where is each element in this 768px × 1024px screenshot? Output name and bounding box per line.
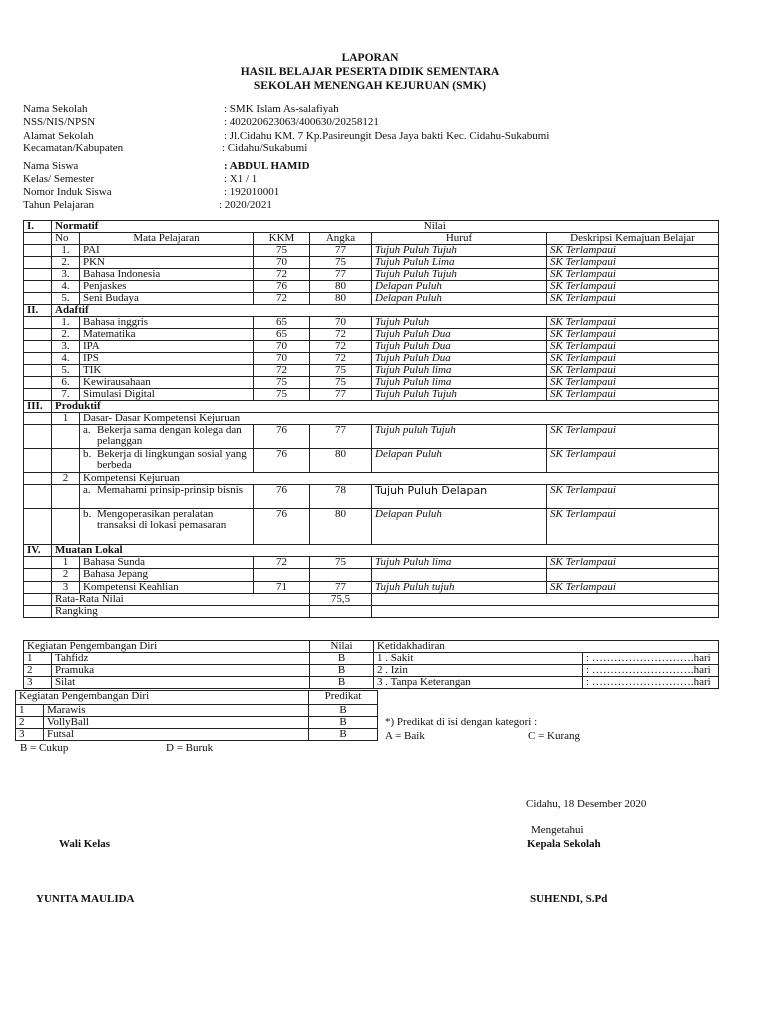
desc-value: SK Terlampaui xyxy=(547,425,719,449)
row-no: 2 xyxy=(52,569,80,582)
section-number: III. xyxy=(24,401,52,413)
subject-name: Seni Budaya xyxy=(80,293,254,305)
row-no: 5. xyxy=(52,293,80,305)
desc-value: SK Terlampaui xyxy=(547,485,719,509)
section-header-row xyxy=(24,401,719,413)
desc-value: SK Terlampaui xyxy=(547,377,719,389)
row-no: 2 xyxy=(52,473,80,485)
huruf-value: Tujuh Puluh Dua xyxy=(372,329,547,341)
subject-name: b. Mengoperasikan peralatan transaksi di lokasi pemasaran xyxy=(80,509,254,545)
table-row xyxy=(24,245,719,257)
activity-name: Futsal xyxy=(44,729,309,741)
student-name: : ABDUL HAMID xyxy=(224,160,310,172)
subject-name: Bahasa Sunda xyxy=(80,557,254,569)
huruf-value: Delapan Puluh xyxy=(372,509,547,545)
angka-value xyxy=(310,569,372,582)
subject-name: IPA xyxy=(80,341,254,353)
desc-value: SK Terlampaui xyxy=(547,449,719,473)
identity-label: Kecamatan/Kabupaten xyxy=(23,142,124,154)
identity-value: : 192010001 xyxy=(224,186,280,198)
huruf-value: Tujuh Puluh lima xyxy=(372,377,547,389)
activity-name: Tahfidz xyxy=(52,653,310,665)
table-row xyxy=(24,317,719,329)
place-date: Cidahu, 18 Desember 2020 xyxy=(526,798,647,810)
row-no: 4. xyxy=(52,281,80,293)
angka-value: 77 xyxy=(310,245,372,257)
activity-nilai: B xyxy=(310,665,374,677)
kepala-sekolah-name: SUHENDI, S.Pd xyxy=(530,893,608,905)
activity-predikat: B xyxy=(309,717,378,729)
row-no: 3. xyxy=(52,341,80,353)
subject-group-name: Dasar- Dasar Kompetensi Kejuruan xyxy=(80,413,719,425)
kkm-value: 70 xyxy=(254,257,310,269)
table-row xyxy=(24,677,719,689)
activity-title: Kegiatan Pengembangan Diri xyxy=(16,691,309,705)
attendance-type: 1 . Sakit xyxy=(374,653,583,665)
activity-name: Marawis xyxy=(44,705,309,717)
identity-label: NSS/NIS/NPSN xyxy=(23,116,96,128)
table-row xyxy=(24,425,719,449)
ranking-label: Rangking xyxy=(52,606,310,618)
angka-value: 75 xyxy=(310,377,372,389)
desc-value: SK Terlampaui xyxy=(547,245,719,257)
attendance-days: : ……………………….hari xyxy=(583,665,719,677)
col-mapel: Mata Pelajaran xyxy=(80,233,254,245)
attendance-days: : ……………………….hari xyxy=(583,653,719,665)
row-no: 2. xyxy=(52,329,80,341)
angka-value: 77 xyxy=(310,269,372,281)
huruf-value: Tujuh Puluh Dua xyxy=(372,353,547,365)
angka-value: 72 xyxy=(310,341,372,353)
identity-value: : 402020623063/400630/20258121 xyxy=(224,116,379,128)
huruf-value: Tujuh Puluh Tujuh xyxy=(372,389,547,401)
angka-value: 80 xyxy=(310,281,372,293)
huruf-value: Tujuh Puluh xyxy=(372,317,547,329)
row-no: 1 xyxy=(16,705,44,717)
row-no: 2 xyxy=(24,665,52,677)
kkm-value xyxy=(254,569,310,582)
row-no: 1. xyxy=(52,245,80,257)
huruf-value: Tujuh Puluh Tujuh xyxy=(372,269,547,281)
col-angka: Angka xyxy=(310,233,372,245)
huruf-value: Delapan Puluh xyxy=(372,293,547,305)
row-no: 3 xyxy=(16,729,44,741)
identity-value: : Jl.Cidahu KM. 7 Kp.Pasireungit Desa Jaya bakti Kec. Cidahu-Sukabumi xyxy=(224,130,550,142)
kkm-value: 76 xyxy=(254,281,310,293)
angka-value: 77 xyxy=(310,389,372,401)
predikat-note: *) Predikat di isi dengan kategori : xyxy=(385,716,538,728)
table-row xyxy=(24,269,719,281)
kepala-sekolah-title: Kepala Sekolah xyxy=(527,838,601,850)
subject-name: PKN xyxy=(80,257,254,269)
table-row xyxy=(24,389,719,401)
table-row xyxy=(24,281,719,293)
table-row xyxy=(24,582,719,594)
row-no: 2. xyxy=(52,257,80,269)
nilai-header: Nilai xyxy=(372,221,719,233)
row-no: 4. xyxy=(52,353,80,365)
subject-name: a. Memahami prinsip-prinsip bisnis xyxy=(80,485,254,509)
kkm-value: 72 xyxy=(254,365,310,377)
attendance-type: 2 . Izin xyxy=(374,665,583,677)
legend-b: B = Cukup xyxy=(20,742,69,754)
identity-label: Tahun Pelajaran xyxy=(23,199,95,211)
section-number: IV. xyxy=(24,545,52,557)
section-title: Muatan Lokal xyxy=(52,545,719,557)
table-row xyxy=(24,365,719,377)
average-row xyxy=(24,594,719,606)
col-huruf: Huruf xyxy=(372,233,547,245)
legend-d: D = Buruk xyxy=(166,742,214,754)
activity-nilai-header: Nilai xyxy=(310,641,374,653)
angka-value: 77 xyxy=(310,582,372,594)
table-row xyxy=(24,449,719,473)
identity-label: Alamat Sekolah xyxy=(23,130,94,142)
section-header-row xyxy=(24,221,719,233)
activity-title: Kegiatan Pengembangan Diri xyxy=(24,641,310,653)
row-no: 1 xyxy=(52,557,80,569)
subject-name: Kompetensi Keahlian xyxy=(80,582,254,594)
desc-value xyxy=(547,569,719,582)
identity-label: Nomor Induk Siswa xyxy=(23,186,112,198)
kkm-value: 65 xyxy=(254,317,310,329)
activity-nilai: B xyxy=(310,677,374,689)
desc-value: SK Terlampaui xyxy=(547,281,719,293)
row-no: 1 xyxy=(52,413,80,425)
row-no: 1. xyxy=(52,317,80,329)
activity-predikat-table xyxy=(15,690,378,741)
table-row xyxy=(24,473,719,485)
col-kkm: KKM xyxy=(254,233,310,245)
identity-label: Nama Sekolah xyxy=(23,103,88,115)
angka-value: 80 xyxy=(310,293,372,305)
legend-a: A = Baik xyxy=(385,730,425,742)
desc-value: SK Terlampaui xyxy=(547,389,719,401)
row-no: 3 xyxy=(24,677,52,689)
table-row xyxy=(24,413,719,425)
kkm-value: 76 xyxy=(254,509,310,545)
table-row xyxy=(24,665,719,677)
desc-value: SK Terlampaui xyxy=(547,582,719,594)
row-no: 6. xyxy=(52,377,80,389)
subject-group-name: Kompetensi Kejuruan xyxy=(80,473,719,485)
subject-name: Kewirausahaan xyxy=(80,377,254,389)
row-no: 5. xyxy=(52,365,80,377)
kkm-value: 71 xyxy=(254,582,310,594)
kkm-value: 72 xyxy=(254,557,310,569)
angka-value: 80 xyxy=(310,509,372,545)
kkm-value: 72 xyxy=(254,293,310,305)
huruf-value: Tujuh Puluh lima xyxy=(372,365,547,377)
table-row xyxy=(24,509,719,545)
table-row xyxy=(16,717,378,729)
identity-value: : Cidahu/Sukabumi xyxy=(222,142,308,154)
table-row xyxy=(24,257,719,269)
kkm-value: 75 xyxy=(254,245,310,257)
angka-value: 80 xyxy=(310,449,372,473)
subject-name: b. Bekerja di lingkungan sosial yang berbeda xyxy=(80,449,254,473)
angka-value: 72 xyxy=(310,353,372,365)
activity-name: Silat xyxy=(52,677,310,689)
kkm-value: 70 xyxy=(254,353,310,365)
desc-value: SK Terlampaui xyxy=(547,329,719,341)
table-row xyxy=(16,705,378,717)
desc-value: SK Terlampaui xyxy=(547,269,719,281)
subject-name: Simulasi Digital xyxy=(80,389,254,401)
desc-value: SK Terlampaui xyxy=(547,557,719,569)
row-no: 3 xyxy=(52,582,80,594)
table-row xyxy=(24,569,719,582)
identity-label: Nama Siswa xyxy=(23,160,79,172)
activity-nilai: B xyxy=(310,653,374,665)
kkm-value: 72 xyxy=(254,269,310,281)
column-header-row xyxy=(24,233,719,245)
table-row xyxy=(24,485,719,509)
kkm-value: 76 xyxy=(254,485,310,509)
kkm-value: 75 xyxy=(254,389,310,401)
identity-label: Kelas/ Semester xyxy=(23,173,95,185)
angka-value: 77 xyxy=(310,425,372,449)
average-label: Rata-Rata Nilai xyxy=(52,594,310,606)
section-title: Produktif xyxy=(52,401,719,413)
subject-name: PAI xyxy=(80,245,254,257)
section-number: I. xyxy=(24,221,52,233)
activity-name: Pramuka xyxy=(52,665,310,677)
angka-value: 75 xyxy=(310,257,372,269)
desc-value: SK Terlampaui xyxy=(547,341,719,353)
angka-value: 72 xyxy=(310,329,372,341)
kkm-value: 76 xyxy=(254,425,310,449)
subject-name: Bahasa Indonesia xyxy=(80,269,254,281)
report-title-line3: SEKOLAH MENENGAH KEJURUAN (SMK) xyxy=(253,80,487,92)
subject-name: a. Bekerja sama dengan kolega dan pelanggan xyxy=(80,425,254,449)
subject-name: Penjaskes xyxy=(80,281,254,293)
angka-value: 75 xyxy=(310,557,372,569)
subject-name: Matematika xyxy=(80,329,254,341)
attendance-type: 3 . Tanpa Keterangan xyxy=(374,677,583,689)
wali-kelas-name: YUNITA MAULIDA xyxy=(36,893,135,905)
activity-name: VollyBall xyxy=(44,717,309,729)
row-no: 7. xyxy=(52,389,80,401)
table-row xyxy=(24,293,719,305)
ranking-row xyxy=(24,606,719,618)
identity-value: : X1 / 1 xyxy=(224,173,258,185)
activity-predikat: B xyxy=(309,729,378,741)
desc-value: SK Terlampaui xyxy=(547,365,719,377)
table-row xyxy=(24,377,719,389)
mengetahui-label: Mengetahui xyxy=(531,824,584,836)
desc-value: SK Terlampaui xyxy=(547,509,719,545)
angka-value: 78 xyxy=(310,485,372,509)
activity-predikat: B xyxy=(309,705,378,717)
identity-value: : 2020/2021 xyxy=(219,199,272,211)
desc-value: SK Terlampaui xyxy=(547,257,719,269)
table-row xyxy=(24,353,719,365)
huruf-value: Tujuh Puluh Delapan xyxy=(372,485,547,509)
section-title: Normatif xyxy=(52,221,372,233)
huruf-value xyxy=(372,569,547,582)
subject-name: Bahasa Jepang xyxy=(80,569,254,582)
subject-name: TIK xyxy=(80,365,254,377)
huruf-value: Delapan Puluh xyxy=(372,281,547,293)
attendance-title: Ketidakhadiran xyxy=(374,641,719,653)
desc-value: SK Terlampaui xyxy=(547,293,719,305)
table-row xyxy=(24,329,719,341)
row-no: 2 xyxy=(16,717,44,729)
table-row xyxy=(24,341,719,353)
desc-value: SK Terlampaui xyxy=(547,353,719,365)
col-deskripsi: Deskripsi Kemajuan Belajar xyxy=(547,233,719,245)
row-no: 1 xyxy=(24,653,52,665)
report-title-line2: HASIL BELAJAR PESERTA DIDIK SEMENTARA xyxy=(240,66,500,78)
grades-table xyxy=(23,220,719,618)
col-no: No xyxy=(52,233,80,245)
average-value: 75,5 xyxy=(310,594,372,606)
angka-value: 75 xyxy=(310,365,372,377)
huruf-value: Tujuh Puluh Tujuh xyxy=(372,245,547,257)
desc-value: SK Terlampaui xyxy=(547,317,719,329)
subject-name: Bahasa inggris xyxy=(80,317,254,329)
wali-kelas-title: Wali Kelas xyxy=(59,838,111,850)
huruf-value: Tujuh Puluh tujuh xyxy=(372,582,547,594)
table-row xyxy=(24,557,719,569)
kkm-value: 76 xyxy=(254,449,310,473)
table-row xyxy=(16,729,378,741)
activity-attendance-table xyxy=(23,640,719,689)
predikat-header: Predikat xyxy=(309,691,378,705)
identity-value: : SMK Islam As-salafiyah xyxy=(224,103,339,115)
subject-name: IPS xyxy=(80,353,254,365)
huruf-value: Tujuh puluh Tujuh xyxy=(372,425,547,449)
attendance-days: : ……………………….hari xyxy=(583,677,719,689)
section-title: Adaftif xyxy=(52,305,719,317)
huruf-value: Tujuh Puluh Dua xyxy=(372,341,547,353)
huruf-value: Tujuh Puluh lima xyxy=(372,557,547,569)
table-row xyxy=(24,653,719,665)
kkm-value: 75 xyxy=(254,377,310,389)
section-header-row xyxy=(24,305,719,317)
angka-value: 70 xyxy=(310,317,372,329)
kkm-value: 65 xyxy=(254,329,310,341)
report-title-line1: LAPORAN xyxy=(341,52,399,64)
row-no: 3. xyxy=(52,269,80,281)
legend-c: C = Kurang xyxy=(528,730,581,742)
kkm-value: 70 xyxy=(254,341,310,353)
huruf-value: Tujuh Puluh Lima xyxy=(372,257,547,269)
huruf-value: Delapan Puluh xyxy=(372,449,547,473)
section-header-row xyxy=(24,545,719,557)
section-number: II. xyxy=(24,305,52,317)
